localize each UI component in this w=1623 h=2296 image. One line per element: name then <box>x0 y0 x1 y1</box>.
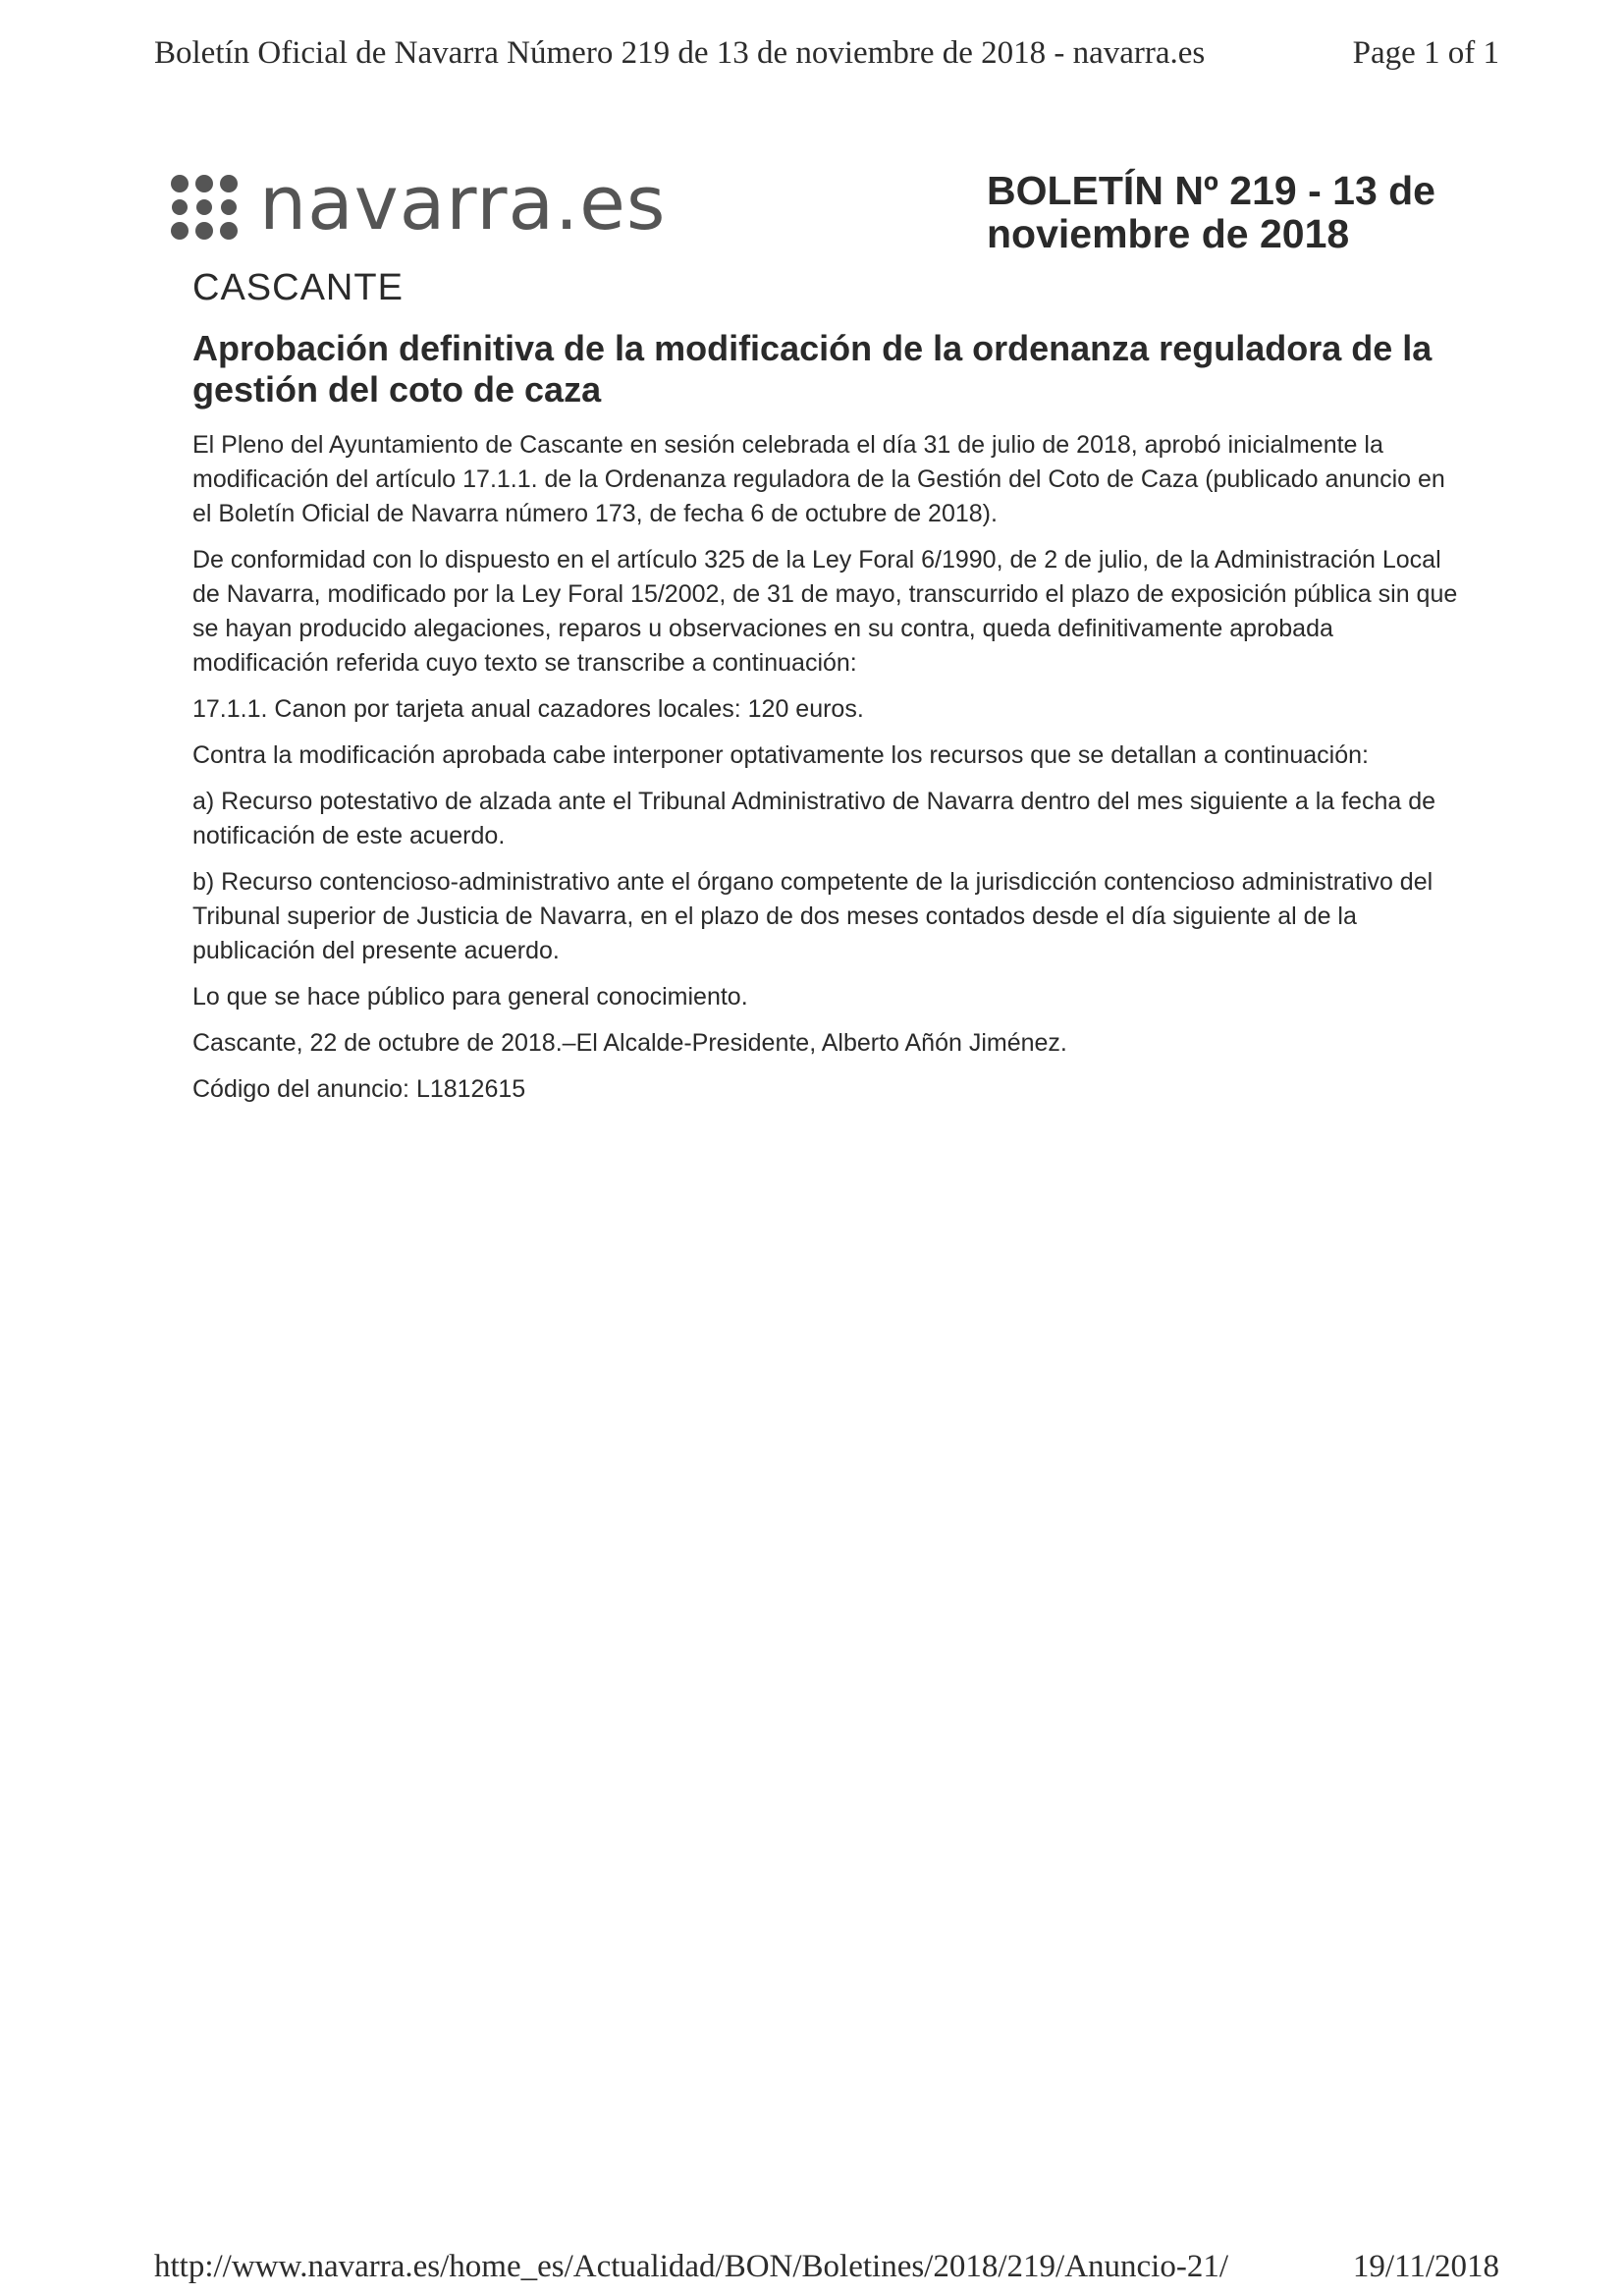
document-title: Aprobación definitiva de la modificación de la ordenanza reguladora de la gestión del coto de caza <box>192 328 1433 410</box>
print-header-page: Page 1 of 1 <box>1352 35 1499 71</box>
paragraph: Lo que se hace público para general conocimiento. <box>192 983 748 1011</box>
boletin-heading <box>987 169 1458 255</box>
paragraph: a) Recurso potestativo de alzada ante el Tribunal Administrativo de Navarra dentro del mes siguiente a la fecha de notificación de este acuerdo. <box>192 788 1436 849</box>
paragraph: b) Recurso contencioso-administrativo ante el órgano competente de la jurisdicción contencioso administrativo del Tribunal superior de Justicia de Navarra, en el plazo de dos meses contados desde el día siguiente al de la publicación del presente acuerdo. <box>192 868 1434 964</box>
paragraph: Contra la modificación aprobada cabe interponer optativamente los recursos que se detallan a continuación: <box>192 741 1369 769</box>
boletin-line-2: noviembre de 2018 <box>987 211 1350 256</box>
municipality: CASCANTE <box>192 267 404 308</box>
print-header <box>154 35 1499 82</box>
paragraph: Código del anuncio: L1812615 <box>192 1075 526 1103</box>
paragraph: 17.1.1. Canon por tarjeta anual cazadores locales: 120 euros. <box>192 695 864 723</box>
paragraph: El Pleno del Ayuntamiento de Cascante en sesión celebrada el día 31 de julio de 2018, aprobó inicialmente la modificación del artículo 17.1.1. de la Ordenanza reguladora de la Gestión del Coto de Caza (publicado anuncio en el Boletín Oficial de Navarra número 173, de fecha 6 de octubre de 2018). <box>192 431 1445 527</box>
logo-text: navarra.es <box>259 159 667 246</box>
navarra-dots-icon <box>169 173 247 242</box>
print-footer-date: 19/11/2018 <box>1352 2249 1499 2284</box>
paragraph: De conformidad con lo dispuesto en el artículo 325 de la Ley Foral 6/1990, de 2 de julio, de la Administración Local de Navarra, modificado por la Ley Foral 15/2002, de 31 de mayo, transcurrido el plazo de exposición pública sin que se hayan producido alegaciones, reparos u observaciones en su contra, queda definitivamente aprobada modificación referida cuyo texto se transcribe a continuación: <box>192 546 1458 677</box>
print-header-title: Boletín Oficial de Navarra Número 219 de 13 de noviembre de 2018 - navarra.es <box>154 35 1206 71</box>
paragraph: Cascante, 22 de octubre de 2018.–El Alcalde-Presidente, Alberto Añón Jiménez. <box>192 1029 1067 1057</box>
print-footer <box>154 2249 1499 2296</box>
document-body <box>192 428 1469 1119</box>
boletin-line-1: BOLETÍN Nº 219 - 13 de <box>987 168 1435 213</box>
print-footer-url: http://www.navarra.es/home_es/Actualidad/BON/Boletines/2018/219/Anuncio-21/ <box>154 2249 1228 2284</box>
